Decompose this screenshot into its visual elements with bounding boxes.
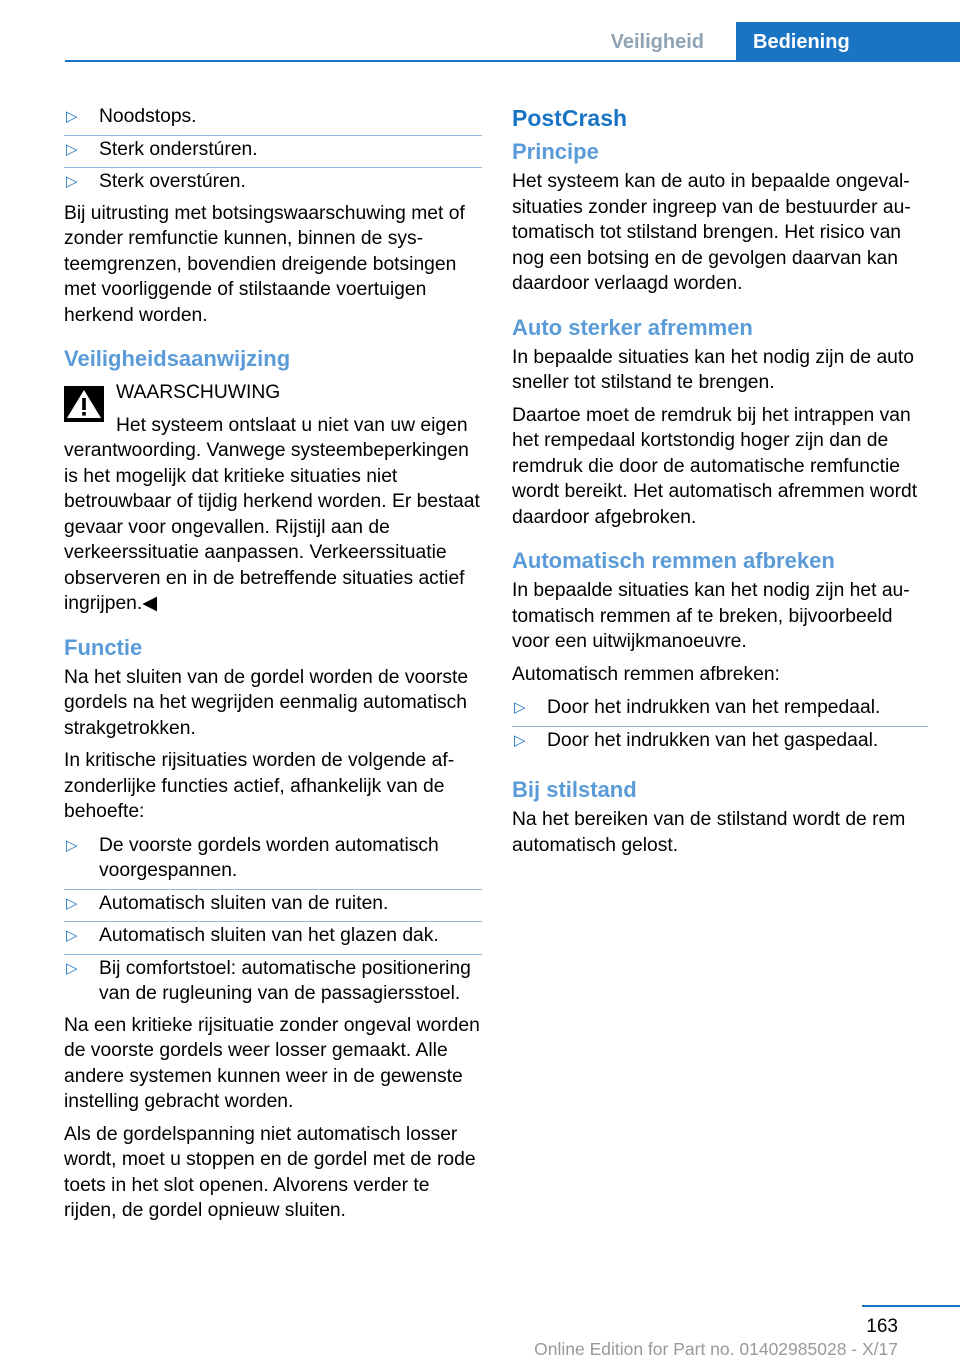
paragraph: Na het sluiten van de gordel worden de voorste gordels na het wegrijden eenmalig automatisch strakgetrokken. <box>64 666 469 739</box>
paragraph: Daartoe moet de remdruk bij het intrappen van het rempedaal kortstondig hoger zijn dan de remdruk die door de automatische remfunctie wordt bereikt. Het automatisch afremmen wordt daardoor afgebroken. <box>512 404 918 528</box>
list-item: ▷ Door het indrukken van het rempedaal. <box>512 694 928 727</box>
paragraph: Het systeem kan de auto in bepaalde ongevalsituaties zonder ingreep van de bestuurder automatisch tot stilstand brengen. Het risico van nog een botsing en de gevolgen daarvan kan daardoor verlaagd worden. <box>512 171 911 294</box>
warning-text: Het systeem ontslaat u niet van uw eigen verantwoording. Vanwege systeembeperkingen is het mogelijk dat kritieke situaties niet betrouwbaar of tijdig herkend worden. Er bestaat gevaar voor ongevallen. Rijstijl aan de verkeerssituatie aanpassen. Verkeerssituatie observeren en in de betreffende situaties actief ingrijpen.◀ <box>64 414 480 614</box>
list-item: ▷ Automatisch sluiten van de ruiten. <box>64 890 482 923</box>
list-item: ▷ Bij comfortstoel: automatische positionering van de rugleuning van de passagiersstoel. <box>66 957 471 1004</box>
paragraph: Automatisch remmen afbreken: <box>512 663 780 685</box>
list-item: ▷ Automatisch sluiten van het glazen dak. <box>64 922 482 955</box>
heading-postcrash: PostCrash <box>512 105 628 131</box>
paragraph: Na het bereiken van de stilstand wordt de rem automatisch gelost. <box>512 809 906 856</box>
paragraph: Na een kritieke rijsituatie zonder ongeval worden de voorste gordels weer losser gemaakt. Alle andere systemen kunnen weer in de gewenste instelling gebracht worden. <box>64 1014 480 1112</box>
list-item: ▷ Noodstops. <box>64 103 482 136</box>
heading-principle: Principe <box>512 139 599 164</box>
page-header <box>0 0 960 62</box>
list-item: ▷ De voorste gordels worden automatisch voorgespannen. <box>64 832 482 890</box>
heading-abort-braking: Automatisch remmen afbreken <box>512 548 835 573</box>
section-tab[interactable]: Veiligheid <box>610 31 704 53</box>
paragraph: In bepaalde situaties kan het nodig zijn het automatisch remmen af te breken, bijvoorbeeld voor een uitwijkmanoeuvre. <box>512 580 910 652</box>
bullet-triangle-icon: ▷ <box>66 173 78 190</box>
heading-function: Functie <box>64 634 143 660</box>
bullet-triangle-icon: ▷ <box>514 699 526 716</box>
page-footer <box>0 1300 960 1362</box>
heading-standstill: Bij stilstand <box>512 777 637 802</box>
footer-rule <box>862 1305 960 1307</box>
warning-block <box>64 380 482 617</box>
edition-note: Online Edition for Part no. 01402985028 - X/17 <box>534 1339 898 1359</box>
bullet-triangle-icon: ▷ <box>66 108 78 125</box>
header-rule <box>65 60 960 62</box>
bullet-triangle-icon: ▷ <box>66 836 78 854</box>
bullet-triangle-icon: ▷ <box>66 140 78 158</box>
paragraph: In bepaalde situaties kan het nodig zijn de auto sneller tot stilstand te brengen. <box>512 346 914 393</box>
bullet-triangle-icon: ▷ <box>66 959 78 977</box>
list-item: ▷ Door het indrukken van het gaspedaal. <box>512 727 928 760</box>
bullet-triangle-icon: ▷ <box>66 894 78 912</box>
paragraph: In kritische rijsituaties worden de volgende afzonderlijke functies actief, afhankelijk van de behoefte: <box>64 750 455 822</box>
warning-title: WAARSCHUWING <box>116 382 281 403</box>
bullet-triangle-icon: ▷ <box>514 731 526 749</box>
list-item: ▷ Sterk onderstúren. <box>64 136 482 169</box>
warning-triangle-icon <box>64 386 104 422</box>
bullet-triangle-icon: ▷ <box>66 927 78 944</box>
heading-stronger-braking: Auto sterker afremmen <box>512 314 753 340</box>
heading-safety: Veiligheidsaanwijzing <box>64 346 291 371</box>
page-number: 163 <box>866 1316 898 1337</box>
paragraph: Bij uitrusting met botsingswaarschuwing met of zonder remfunctie kunnen, binnen de systeemgrenzen, bovendien dreigende botsingen met voorliggende of stilstaande voertuigen herkend worden. <box>64 202 465 326</box>
paragraph: Als de gordelspanning niet automatisch losser wordt, moet u stoppen en de gordel met de rode toets in het slot openen. Alvorens verder te rijden, de gordel opnieuw sluiten. <box>64 1123 476 1221</box>
right-column <box>512 103 928 865</box>
list-item: ▷ Sterk overstúren. <box>64 168 482 201</box>
active-chapter-tab[interactable]: Bediening <box>736 22 960 62</box>
left-column <box>64 103 482 1231</box>
